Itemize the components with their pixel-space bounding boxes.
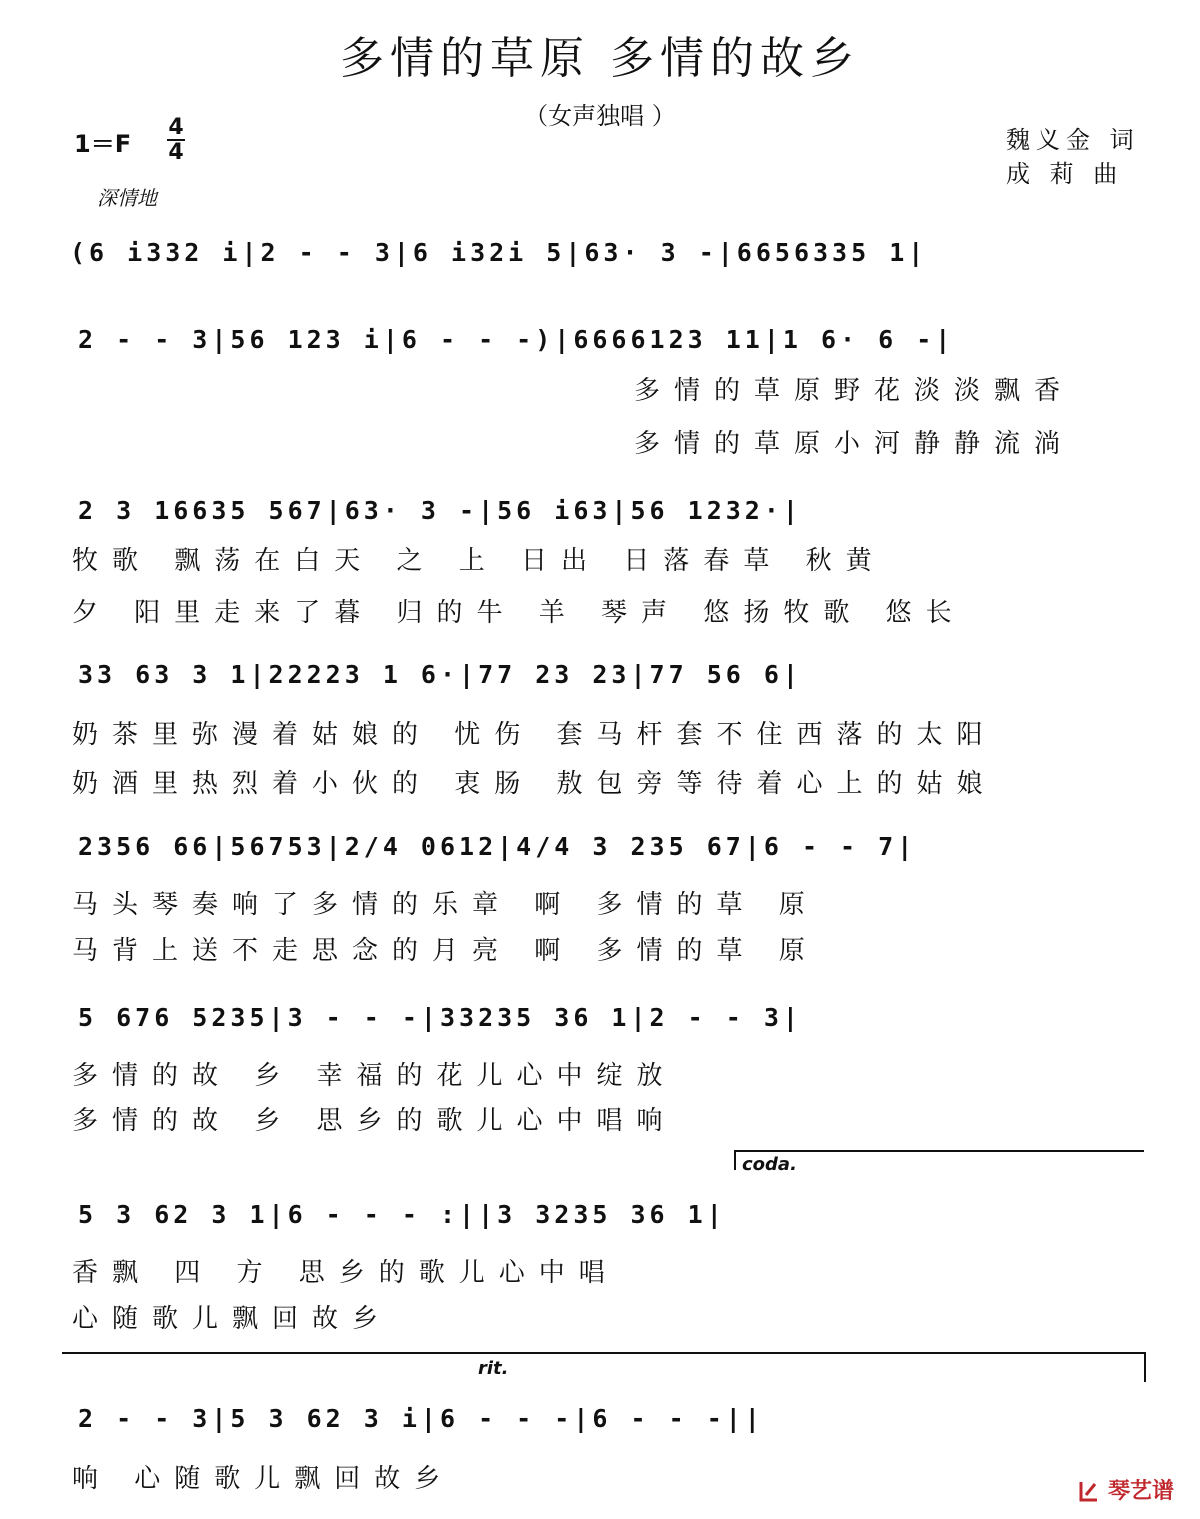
- coda-bracket: [734, 1150, 1144, 1152]
- lyric-line-7-verse-1: 香飘 四 方 思乡的歌儿心中唱: [72, 1258, 619, 1288]
- lyric-line-2-verse-2: 多情的草原小河静静流淌: [634, 429, 1075, 459]
- coda-bracket-tick: [734, 1150, 736, 1170]
- song-title: 多情的草原 多情的故乡: [340, 33, 860, 84]
- notation-line-7: 5 3 62 3 1|6 - - - :||3 3235 36 1|: [78, 1200, 726, 1229]
- notation-line-3: 2 3 16635 567|63· 3 -|56 i63|56 1232·|: [78, 496, 802, 525]
- lyricist-credit: 魏义金 词: [1006, 126, 1140, 154]
- lyric-line-4-verse-1: 奶茶里弥漫着姑娘的 忧伤 套马杆套不住西落的太阳: [72, 720, 997, 750]
- lyric-line-2-verse-1: 多情的草原野花淡淡飘香: [634, 376, 1075, 406]
- lyric-line-8: 响 心随歌儿飘回故乡: [72, 1464, 455, 1494]
- notation-line-6: 5 676 5235|3 - - -|33235 36 1|2 - - 3|: [78, 1003, 802, 1032]
- notation-line-2: 2 - - 3|56 123 i|6 - - -)|6666123 11|1 6· 6 -|: [78, 325, 955, 354]
- time-signature: [165, 116, 187, 164]
- notation-line-5: 2356 66|56753|2/4 0612|4/4 3 235 67|6 - - 7|: [78, 832, 917, 861]
- music-logo-icon: [1078, 1479, 1100, 1503]
- lyric-line-6-verse-1: 多情的故 乡 幸福的花儿心中绽放: [72, 1061, 677, 1091]
- performance-note: （女声独唱 ）: [524, 102, 676, 130]
- ritardando-mark: rit.: [478, 1358, 509, 1379]
- watermark-text: 琴艺谱: [1107, 1479, 1174, 1504]
- expression-mark: 深情地: [97, 186, 157, 210]
- notation-line-8: 2 - - 3|5 3 62 3 i|6 - - -|6 - - -||: [78, 1404, 764, 1433]
- lyric-line-3-verse-2: 夕 阳里走来了暮 归的牛 羊 琴声 悠扬牧歌 悠长: [72, 598, 966, 628]
- ending-bracket-tick: [1144, 1352, 1146, 1382]
- lyric-line-5-verse-1: 马头琴奏响了多情的乐章 啊 多情的草 原: [72, 890, 819, 920]
- notation-line-1: (6 i332 i|2 - - 3|6 i32i 5|63· 3 -|6656335 1|: [70, 238, 928, 267]
- notation-line-4: 33 63 3 1|22223 1 6·|77 23 23|77 56 6|: [78, 660, 802, 689]
- key-signature: 1＝F: [74, 130, 132, 158]
- lyric-line-6-verse-2: 多情的故 乡 思乡的歌儿心中唱响: [72, 1106, 677, 1136]
- time-signature-top: 4: [168, 115, 184, 140]
- time-signature-bottom: 4: [168, 140, 184, 165]
- lyric-line-3-verse-1: 牧歌 飘荡在白天 之 上 日出 日落春草 秋黄: [72, 546, 886, 576]
- coda-label: coda.: [742, 1154, 797, 1175]
- composer-credit: 成 莉 曲: [1006, 160, 1124, 188]
- lyric-line-4-verse-2: 奶酒里热烈着小伙的 衷肠 敖包旁等待着心上的姑娘: [72, 769, 997, 799]
- lyric-line-7-verse-2: 心随歌儿飘回故乡: [72, 1304, 393, 1334]
- lyric-line-5-verse-2: 马背上送不走思念的月亮 啊 多情的草 原: [72, 936, 819, 966]
- ending-bracket: [62, 1352, 1146, 1354]
